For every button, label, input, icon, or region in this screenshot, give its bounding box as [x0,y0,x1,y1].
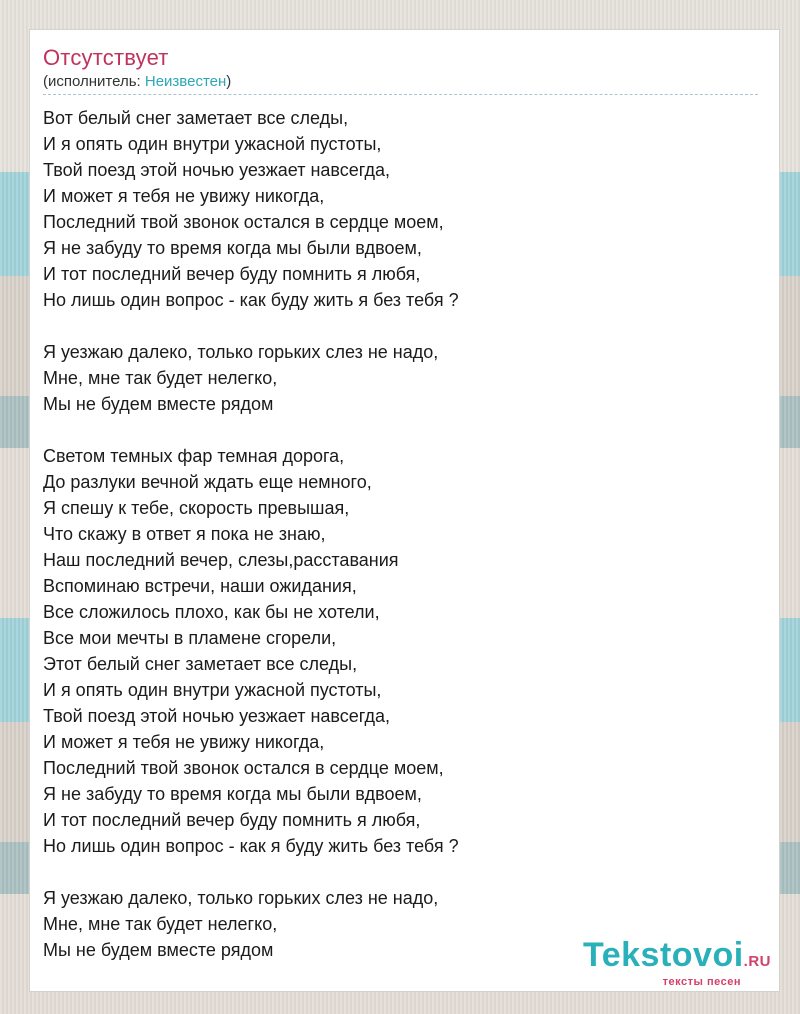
lyric-line: Я уезжаю далеко, только горьких слез не надо, [43,888,439,908]
lyric-line: Все сложилось плохо, как бы не хотели, [43,602,380,622]
lyric-line: Этот белый снег заметает все следы, [43,654,358,674]
lyric-line: Твой поезд этой ночью уезжает навсегда, [43,160,391,180]
lyric-line: Последний твой звонок остался в сердце моем, [43,212,444,232]
lyrics-card [29,29,780,992]
stanza-gap [43,417,758,443]
lyric-line: И я опять один внутри ужасной пустоты, [43,134,382,154]
lyric-line: Последний твой звонок остался в сердце моем, [43,758,444,778]
artist-prefix: (исполнитель: [43,73,145,90]
lyric-line: Наш последний вечер, слезы,расставания [43,550,399,570]
lyric-line: Светом темных фар темная дорога, [43,446,345,466]
lyric-line: Мне, мне так будет нелегко, [43,368,278,388]
logo-tagline: тексты песен [662,976,741,988]
lyric-line: Мы не будем вместе рядом [43,394,274,414]
lyric-line: Вспоминаю встречи, наши ожидания, [43,576,357,596]
lyric-line: И может я тебя не увижу никогда, [43,186,325,206]
song-title: Отсутствует [43,45,169,70]
stanza-gap [43,313,758,339]
stanza-gap [43,859,758,885]
artist-line [43,72,758,92]
logo-main-text: Tekstovoi [582,936,744,974]
logo-wordmark [583,937,771,980]
lyric-line: Все мои мечты в пламене сгорели, [43,628,337,648]
artist-link[interactable]: Неизвестен [144,73,227,90]
lyric-line: И я опять один внутри ужасной пустоты, [43,680,382,700]
song-header [43,44,758,95]
lyric-line: Я уезжаю далеко, только горьких слез не надо, [43,342,439,362]
lyric-line: И тот последний вечер буду помнить я любя, [43,810,421,830]
lyric-line: Но лишь один вопрос - как я буду жить без тебя ? [43,836,459,856]
lyric-line: Я не забуду то время когда мы были вдвоем, [43,238,422,258]
lyric-line: Твой поезд этой ночью уезжает навсегда, [43,706,391,726]
lyric-line: До разлуки вечной ждать еще немного, [43,472,372,492]
artist-suffix: ) [226,73,232,90]
site-logo[interactable] [583,937,771,988]
lyric-line: Вот белый снег заметает все следы, [43,108,349,128]
lyric-line: И тот последний вечер буду помнить я любя, [43,264,421,284]
lyrics-body [43,105,758,963]
lyric-line: Мне, мне так будет нелегко, [43,914,278,934]
lyric-line: Мы не будем вместе рядом [43,940,274,960]
lyric-line: И может я тебя не увижу никогда, [43,732,325,752]
lyric-line: Я не забуду то время когда мы были вдвоем, [43,784,422,804]
lyric-line: Что скажу в ответ я пока не знаю, [43,524,326,544]
logo-domain-suffix: .RU [743,953,771,970]
lyric-line: Но лишь один вопрос - как буду жить я без тебя ? [43,290,459,310]
lyric-line: Я спешу к тебе, скорость превышая, [43,498,350,518]
